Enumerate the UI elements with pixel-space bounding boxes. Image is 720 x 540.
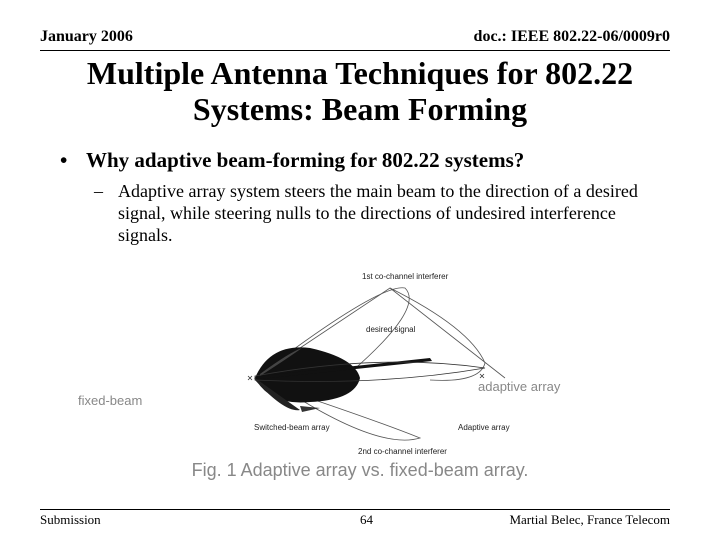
footer-submission: Submission	[40, 512, 101, 527]
label-first-interferer: 1st co-channel interferer	[362, 272, 449, 281]
beam-pattern-diagram	[230, 268, 590, 460]
footer-divider	[40, 509, 670, 510]
figure-caption: Fig. 1 Adaptive array vs. fixed-beam array.	[191, 460, 529, 480]
main-bullet	[60, 148, 524, 173]
label-desired-signal: desired signal	[366, 325, 416, 334]
main-bullet-text: Why adaptive beam-forming for 802.22 systems?	[86, 148, 525, 172]
slide-title-line1: Multiple Antenna Techniques for 802.22	[86, 55, 634, 91]
header-date: January 2006	[40, 28, 133, 45]
sub-bullet-dash: –	[94, 181, 103, 201]
label-adaptive-array: adaptive array	[478, 379, 561, 394]
label-switched-beam: Switched-beam array	[254, 423, 330, 432]
slide-title-line2: Systems: Beam Forming	[192, 91, 528, 127]
header-doc-id: doc.: IEEE 802.22-06/0009r0	[473, 28, 670, 45]
header-divider	[40, 50, 670, 51]
footer-page-number: 64	[360, 512, 373, 527]
footer-author: Martial Belec, France Telecom	[509, 512, 670, 527]
label-fixed-beam: fixed-beam	[78, 393, 143, 408]
sub-bullet	[94, 180, 658, 246]
sub-bullet-text: Adaptive array system steers the main beam to the direction of a desired signal, while steering nulls to the directions of undesired interference signals.	[118, 181, 638, 245]
label-adaptive-small: Adaptive array	[458, 423, 510, 432]
label-second-interferer: 2nd co-channel interferer	[358, 447, 447, 456]
bullet-dot: •	[60, 148, 68, 172]
slide-title	[40, 55, 680, 127]
